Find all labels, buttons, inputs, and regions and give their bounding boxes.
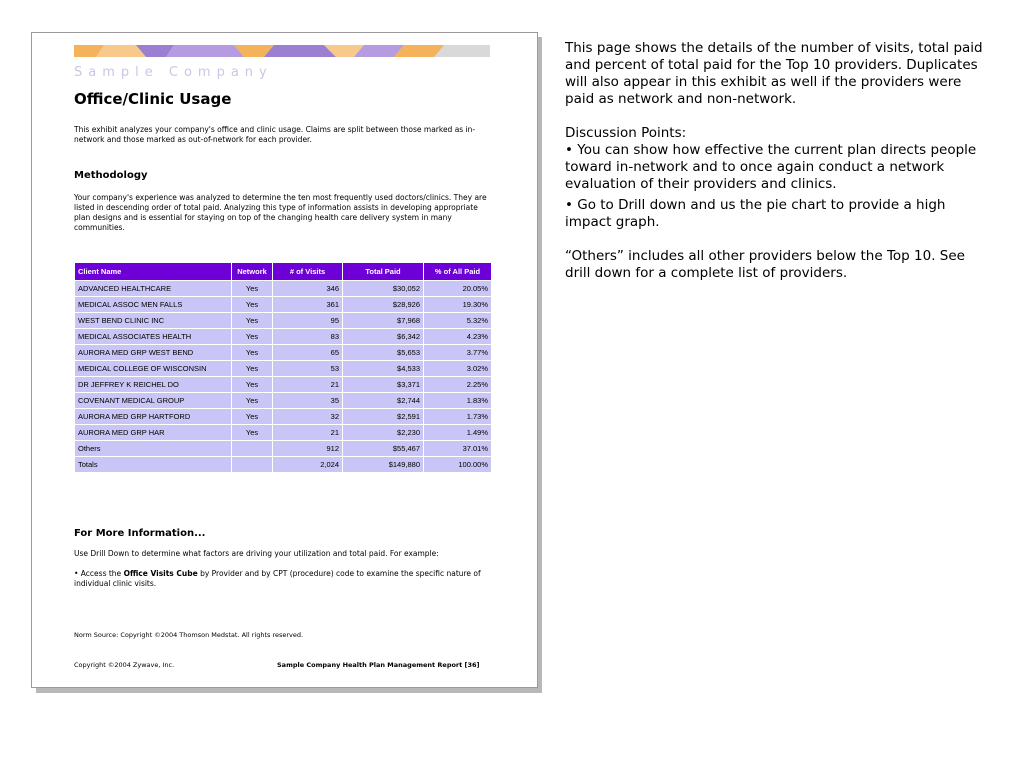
client-name-cell: MEDICAL COLLEGE OF WISCONSIN bbox=[75, 361, 232, 377]
decorative-banner bbox=[74, 45, 490, 57]
visits-cell: 21 bbox=[273, 425, 343, 441]
percent-paid-cell: 5.32% bbox=[424, 313, 492, 329]
network-cell bbox=[232, 441, 273, 457]
visits-cell: 95 bbox=[273, 313, 343, 329]
network-cell: Yes bbox=[232, 409, 273, 425]
speaker-notes bbox=[565, 40, 985, 282]
drill-down-bullet bbox=[74, 569, 494, 589]
table-summary-row bbox=[75, 457, 492, 473]
table-row bbox=[75, 425, 492, 441]
client-name-cell: AURORA MED GRP HARTFORD bbox=[75, 409, 232, 425]
table-row bbox=[75, 329, 492, 345]
intro-paragraph: This exhibit analyzes your company's office and clinic usage. Claims are split between those marked as in-network and those marked as out-of-network for each provider. bbox=[74, 125, 476, 144]
total-paid-cell: $3,371 bbox=[343, 377, 424, 393]
office-visits-cube-label: Office Visits Cube bbox=[123, 569, 198, 578]
table-row bbox=[75, 345, 492, 361]
visits-cell: 2,024 bbox=[273, 457, 343, 473]
network-cell: Yes bbox=[232, 329, 273, 345]
total-paid-cell: $5,653 bbox=[343, 345, 424, 361]
table-row bbox=[75, 297, 492, 313]
table-header-row bbox=[75, 263, 492, 281]
total-paid-cell: $2,744 bbox=[343, 393, 424, 409]
client-name-cell: COVENANT MEDICAL GROUP bbox=[75, 393, 232, 409]
table-row bbox=[75, 377, 492, 393]
discussion-bullet-1: • You can show how effective the current plan directs people toward in-network and to once again conduct a network evaluation of their providers and clinics. bbox=[565, 142, 977, 192]
network-cell: Yes bbox=[232, 297, 273, 313]
network-cell: Yes bbox=[232, 393, 273, 409]
visits-cell: 83 bbox=[273, 329, 343, 345]
bullet-suffix: by Provider and by CPT (procedure) code to examine the specific nature of individual clinic visits. bbox=[74, 569, 481, 588]
table-summary-row bbox=[75, 441, 492, 457]
company-name: Sample Company bbox=[74, 65, 273, 80]
visits-cell: 32 bbox=[273, 409, 343, 425]
percent-paid-cell: 37.01% bbox=[424, 441, 492, 457]
total-paid-cell: $6,342 bbox=[343, 329, 424, 345]
percent-paid-cell: 100.00% bbox=[424, 457, 492, 473]
network-cell: Yes bbox=[232, 313, 273, 329]
percent-paid-cell: 20.05% bbox=[424, 281, 492, 297]
network-cell: Yes bbox=[232, 345, 273, 361]
table-row bbox=[75, 393, 492, 409]
network-cell bbox=[232, 457, 273, 473]
visits-cell: 346 bbox=[273, 281, 343, 297]
discussion-bullet-2: • Go to Drill down and us the pie chart to provide a high impact graph. bbox=[565, 197, 946, 230]
client-name-cell: MEDICAL ASSOC MEN FALLS bbox=[75, 297, 232, 313]
client-name-cell: MEDICAL ASSOCIATES HEALTH bbox=[75, 329, 232, 345]
table-row bbox=[75, 281, 492, 297]
table-row bbox=[75, 313, 492, 329]
col-visits: # of Visits bbox=[273, 263, 343, 281]
client-name-cell: DR JEFFREY K REICHEL DO bbox=[75, 377, 232, 393]
network-cell: Yes bbox=[232, 377, 273, 393]
percent-paid-cell: 2.25% bbox=[424, 377, 492, 393]
page-title: Office/Clinic Usage bbox=[74, 90, 232, 108]
bullet-prefix: • Access the bbox=[74, 569, 124, 578]
visits-cell: 35 bbox=[273, 393, 343, 409]
methodology-heading: Methodology bbox=[74, 170, 148, 181]
table-row bbox=[75, 361, 492, 377]
col-total-paid: Total Paid bbox=[343, 263, 424, 281]
col-client-name: Client Name bbox=[75, 263, 232, 281]
total-paid-cell: $2,230 bbox=[343, 425, 424, 441]
total-paid-cell: $2,591 bbox=[343, 409, 424, 425]
notes-intro: This page shows the details of the number of visits, total paid and percent of total paid for the Top 10 providers. Duplicates will also appear in this exhibit as well if the providers were paid as network and non-network. bbox=[565, 40, 983, 107]
copyright: Copyright ©2004 Zywave, Inc. bbox=[74, 661, 175, 669]
percent-paid-cell: 3.02% bbox=[424, 361, 492, 377]
report-page bbox=[31, 32, 538, 688]
client-name-cell: AURORA MED GRP HAR bbox=[75, 425, 232, 441]
percent-paid-cell: 19.30% bbox=[424, 297, 492, 313]
percent-paid-cell: 4.23% bbox=[424, 329, 492, 345]
network-cell: Yes bbox=[232, 361, 273, 377]
client-name-cell: Others bbox=[75, 441, 232, 457]
network-cell: Yes bbox=[232, 281, 273, 297]
more-info-heading: For More Information... bbox=[74, 528, 206, 539]
report-footer-title: Sample Company Health Plan Management Report [36] bbox=[277, 661, 480, 669]
client-name-cell: AURORA MED GRP WEST BEND bbox=[75, 345, 232, 361]
percent-paid-cell: 1.83% bbox=[424, 393, 492, 409]
client-name-cell: ADVANCED HEALTHCARE bbox=[75, 281, 232, 297]
others-note: “Others” includes all other providers below the Top 10. See drill down for a complete list of providers. bbox=[565, 248, 965, 281]
percent-paid-cell: 3.77% bbox=[424, 345, 492, 361]
total-paid-cell: $30,052 bbox=[343, 281, 424, 297]
col-network: Network bbox=[232, 263, 273, 281]
more-info-text: Use Drill Down to determine what factors are driving your utilization and total paid. For example: bbox=[74, 549, 439, 558]
percent-paid-cell: 1.49% bbox=[424, 425, 492, 441]
total-paid-cell: $7,968 bbox=[343, 313, 424, 329]
client-name-cell: Totals bbox=[75, 457, 232, 473]
visits-cell: 65 bbox=[273, 345, 343, 361]
norm-source: Norm Source: Copyright ©2004 Thomson Medstat. All rights reserved. bbox=[74, 631, 304, 639]
total-paid-cell: $4,533 bbox=[343, 361, 424, 377]
visits-cell: 21 bbox=[273, 377, 343, 393]
table-row bbox=[75, 409, 492, 425]
col-percent-paid: % of All Paid bbox=[424, 263, 492, 281]
total-paid-cell: $149,880 bbox=[343, 457, 424, 473]
visits-cell: 361 bbox=[273, 297, 343, 313]
methodology-paragraph: Your company's experience was analyzed to determine the ten most frequently used doctors/clinics. They are listed in descending order of total paid. Analyzing this type of information assists in developing appropriate plan designs and is essential for staying on top of the changing health care delivery system in many communities. bbox=[74, 193, 487, 232]
visits-cell: 912 bbox=[273, 441, 343, 457]
discussion-heading: Discussion Points: bbox=[565, 125, 687, 141]
usage-table bbox=[74, 262, 492, 473]
total-paid-cell: $55,467 bbox=[343, 441, 424, 457]
network-cell: Yes bbox=[232, 425, 273, 441]
visits-cell: 53 bbox=[273, 361, 343, 377]
total-paid-cell: $28,926 bbox=[343, 297, 424, 313]
client-name-cell: WEST BEND CLINIC INC bbox=[75, 313, 232, 329]
percent-paid-cell: 1.73% bbox=[424, 409, 492, 425]
